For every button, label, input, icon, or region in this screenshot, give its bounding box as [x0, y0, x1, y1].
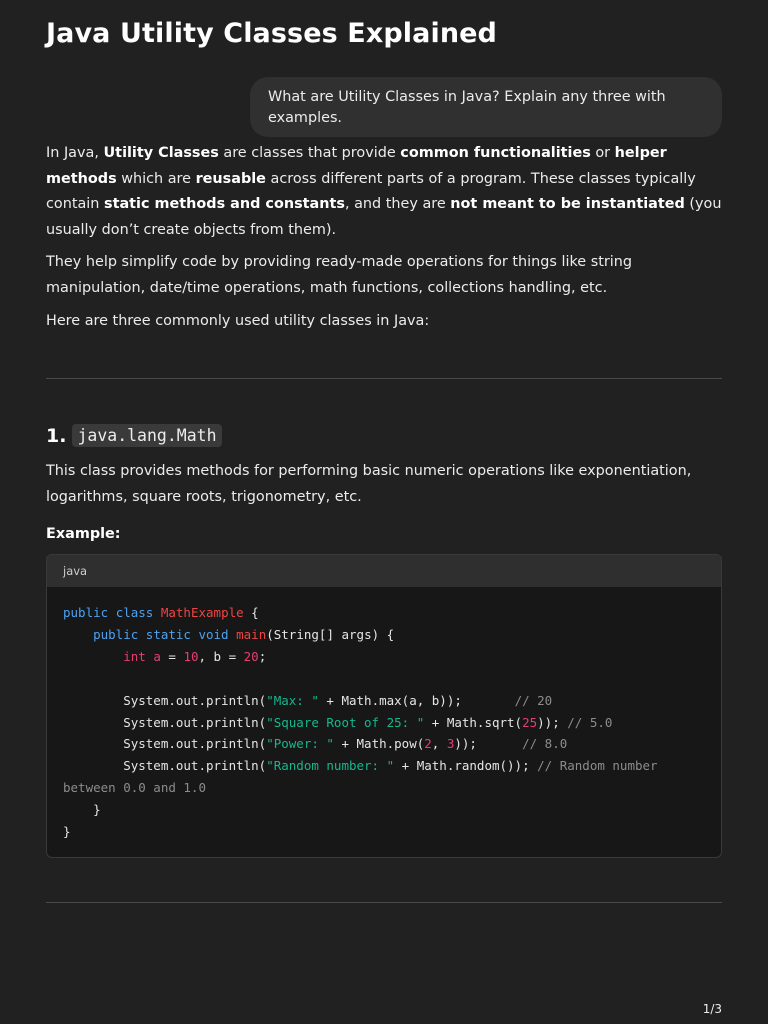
code-line — [63, 624, 709, 646]
code-line — [63, 799, 709, 821]
intro-paragraph-2: They help simplify code by providing ready-made operations for things like string manipulation, date/time operations, math functions, collections handling, etc. — [46, 254, 633, 296]
example-label: Example: — [46, 526, 121, 542]
code-token: public — [93, 626, 139, 642]
bold-term: Utility Classes — [103, 145, 219, 161]
code-token: // 5.0 — [567, 714, 613, 730]
code-token: 3 — [446, 736, 455, 752]
code-token: = — [160, 648, 184, 664]
code-token: "Random number: " — [266, 758, 395, 774]
text-run: are classes that provide — [218, 145, 401, 161]
code-token: { — [243, 605, 259, 620]
code-token: a — [153, 648, 161, 664]
code-token — [108, 605, 116, 620]
code-token — [63, 627, 93, 642]
code-token: ; — [258, 648, 267, 664]
code-line — [63, 602, 709, 624]
section-class-name: java.lang.Math — [72, 424, 221, 447]
code-token: "Power: " — [266, 736, 334, 752]
code-token: + Math.max(a, b)); — [318, 692, 515, 708]
code-token: // Random number — [537, 758, 658, 774]
text-run: (you usually don’t create objects from them). — [46, 196, 722, 238]
user-message-bubble: What are Utility Classes in Java? Explain any three with examples. — [250, 77, 722, 137]
code-line — [63, 690, 709, 712]
text-run: , and they are — [344, 196, 451, 212]
code-token: )); — [537, 714, 568, 730]
code-token: MathExample — [160, 605, 244, 620]
code-token: class — [115, 605, 154, 620]
divider-2 — [46, 902, 722, 903]
code-token: "Max: " — [266, 692, 319, 708]
bold-term: not meant to be instantiated — [450, 196, 685, 212]
text-run: across different parts of a program. These classes typically contain — [46, 170, 696, 212]
code-token: main — [236, 626, 267, 642]
code-token: "Square Root of 25: " — [266, 714, 425, 730]
code-language-label: java — [47, 555, 721, 587]
bold-term: reusable — [195, 170, 266, 187]
code-token: static — [145, 626, 191, 642]
code-token — [153, 605, 161, 620]
intro-paragraph — [46, 141, 722, 243]
code-line — [63, 646, 709, 668]
code-token: int — [123, 648, 146, 664]
code-token: , b = — [198, 648, 244, 664]
code-token — [138, 627, 146, 642]
code-token: , — [431, 736, 447, 752]
code-line — [63, 777, 709, 799]
page-title: Java Utility Classes Explained — [46, 18, 497, 49]
bold-term: static methods and constants — [104, 196, 345, 212]
code-content[interactable] — [63, 602, 709, 843]
code-token — [229, 627, 237, 642]
code-token: 25 — [522, 714, 538, 730]
code-line — [63, 733, 709, 755]
code-token: between 0.0 and 1.0 — [63, 780, 206, 796]
code-token: void — [198, 626, 229, 642]
code-token: 2 — [424, 736, 432, 752]
code-token: System.out.println( — [63, 714, 267, 730]
code-block[interactable] — [46, 554, 722, 858]
intro-paragraph-3: Here are three commonly used utility classes in Java: — [46, 313, 430, 329]
code-token: + Math.random()); — [394, 758, 538, 774]
code-token: System.out.println( — [63, 758, 267, 774]
code-token: // 20 — [514, 692, 553, 708]
code-token — [63, 649, 123, 664]
code-token: public — [63, 605, 109, 620]
code-token: (String[] args) { — [266, 626, 395, 642]
text-run: In Java, — [46, 145, 104, 161]
page-indicator: 1/3 — [702, 1002, 722, 1016]
code-line — [63, 668, 709, 690]
bold-term: helper methods — [46, 145, 667, 187]
code-token: 10 — [183, 648, 199, 664]
code-line — [63, 821, 709, 843]
code-token: System.out.println( — [63, 692, 267, 708]
text-run: or — [590, 145, 615, 161]
code-token: )); — [454, 736, 523, 752]
text-run: which are — [116, 170, 196, 187]
code-token: } — [63, 802, 101, 818]
code-token: + Math.sqrt( — [424, 714, 523, 730]
section-number: 1. — [46, 424, 67, 447]
divider — [46, 378, 722, 379]
section-description: This class provides methods for performing basic numeric operations like exponentiation, logarithms, square roots, trigonometry, etc. — [46, 463, 692, 505]
code-line — [63, 712, 709, 734]
section-heading-math — [46, 424, 222, 447]
code-token: + Math.pow( — [333, 736, 425, 752]
code-token: 20 — [243, 648, 259, 664]
code-line — [63, 755, 709, 777]
code-token: } — [63, 824, 71, 840]
code-token: System.out.println( — [63, 736, 267, 752]
bold-term: common functionalities — [400, 145, 591, 161]
code-token: // 8.0 — [522, 736, 568, 752]
